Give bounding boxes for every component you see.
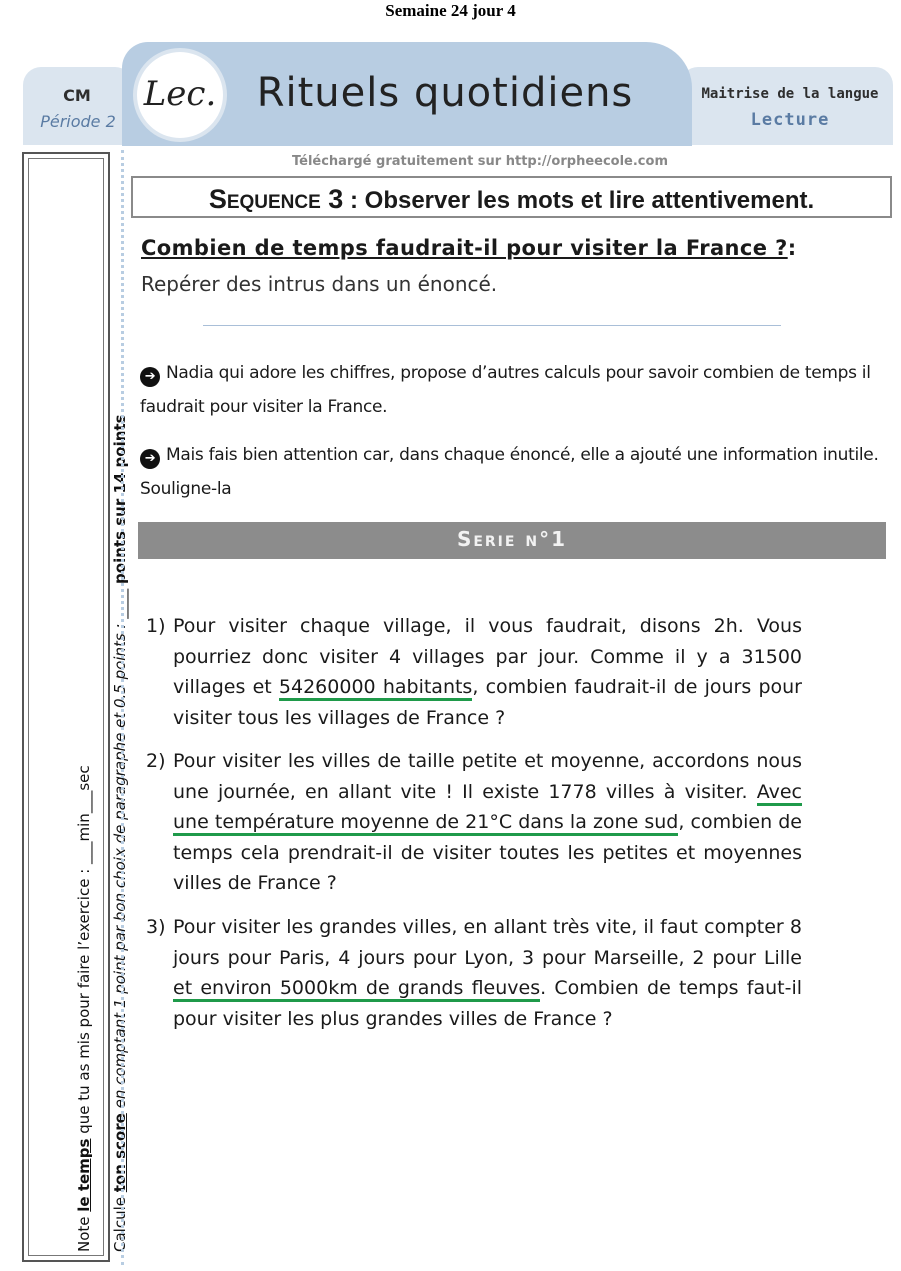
score-instruction: Calcule ton score en comptant 1 point par bon choix de paragraphe et 0.5 points : ____ points sur 14 points — [111, 414, 129, 1252]
series-title: Serie n°1 — [456, 527, 568, 551]
problem-number: 2) — [146, 750, 166, 772]
problem-text: Pour visiter chaque village, il vous faudrait, disons 2h. Vous pourriez donc visiter 4 villages par jour. Comme il y a 31500 villages et 54260000 habitants, combien faudrait-il de jours pour visiter tous les villages de France ? — [173, 615, 802, 729]
instruction-1: ➔ Nadia qui adore les chiffres, propose d’autres calculs pour savoir combien de temps il faudrait pour visiter la France. — [140, 363, 871, 417]
problem-number: 3) — [146, 916, 166, 938]
problem-text: Pour visiter les grandes villes, en allant très vite, il faut compter 8 jours pour Paris, 4 jours pour Lyon, 3 pour Marseille, 2 pour Lille et environ 5000km de grands fleuves. Combien de temps faut-il pour visiter les plus grandes villes de France ? — [173, 916, 802, 1030]
subdomain-label: Lecture — [750, 110, 830, 130]
question-title: Combien de temps faudrait-il pour visiter la France ?: — [141, 236, 797, 260]
problem-text: Pour visiter les villes de taille petite et moyenne, accordons nous une journée, en allant vite ! Il existe 1778 villes à visiter. Avec une température moyenne de 21°C dans la zone sud, combien de temps cela prendrait-il de visiter toutes les petites et moyennes villes de France ? — [173, 750, 802, 894]
dotted-divider — [121, 150, 124, 1265]
sequence-title: Sequence 3 : Observer les mots et lire attentivement. — [208, 184, 815, 214]
underlined-intrus: et environ 5000km de grands fleuves — [173, 977, 540, 1002]
problem-2 — [146, 746, 802, 899]
score-instructions — [66, 162, 138, 1252]
logo-text: Lec. — [143, 74, 217, 114]
time-instruction: Note le temps que tu as mis pour faire l’exercice : ___min___sec — [75, 765, 93, 1252]
period-label: Période 2 — [40, 112, 116, 131]
domain-label: Maitrise de la langue — [701, 86, 879, 102]
underlined-intrus: 54260000 habitants — [279, 676, 472, 701]
header-right-tab — [680, 67, 893, 145]
arrow-circle-right-icon: ➔ — [140, 449, 160, 469]
download-note: Téléchargé gratuitement sur http://orpheecole.com — [291, 154, 668, 169]
arrow-circle-right-icon: ➔ — [140, 367, 160, 387]
level-label: CM — [63, 86, 91, 105]
separator-line — [203, 325, 781, 326]
header-left-tab — [23, 67, 133, 145]
objective: Repérer des intrus dans un énoncé. — [141, 272, 498, 296]
underlined-intrus: Avec une température moyenne de 21°C dans la zone sud — [173, 781, 802, 837]
header-title: Rituels quotidiens — [256, 70, 634, 116]
problem-number: 1) — [146, 615, 166, 637]
problem-1 — [146, 611, 802, 733]
problem-3 — [146, 912, 802, 1034]
instruction-2: ➔ Mais fais bien attention car, dans chaque énoncé, elle a ajouté une information inutile. Souligne-la — [140, 445, 879, 499]
page-title: Semaine 24 jour 4 — [385, 1, 516, 20]
